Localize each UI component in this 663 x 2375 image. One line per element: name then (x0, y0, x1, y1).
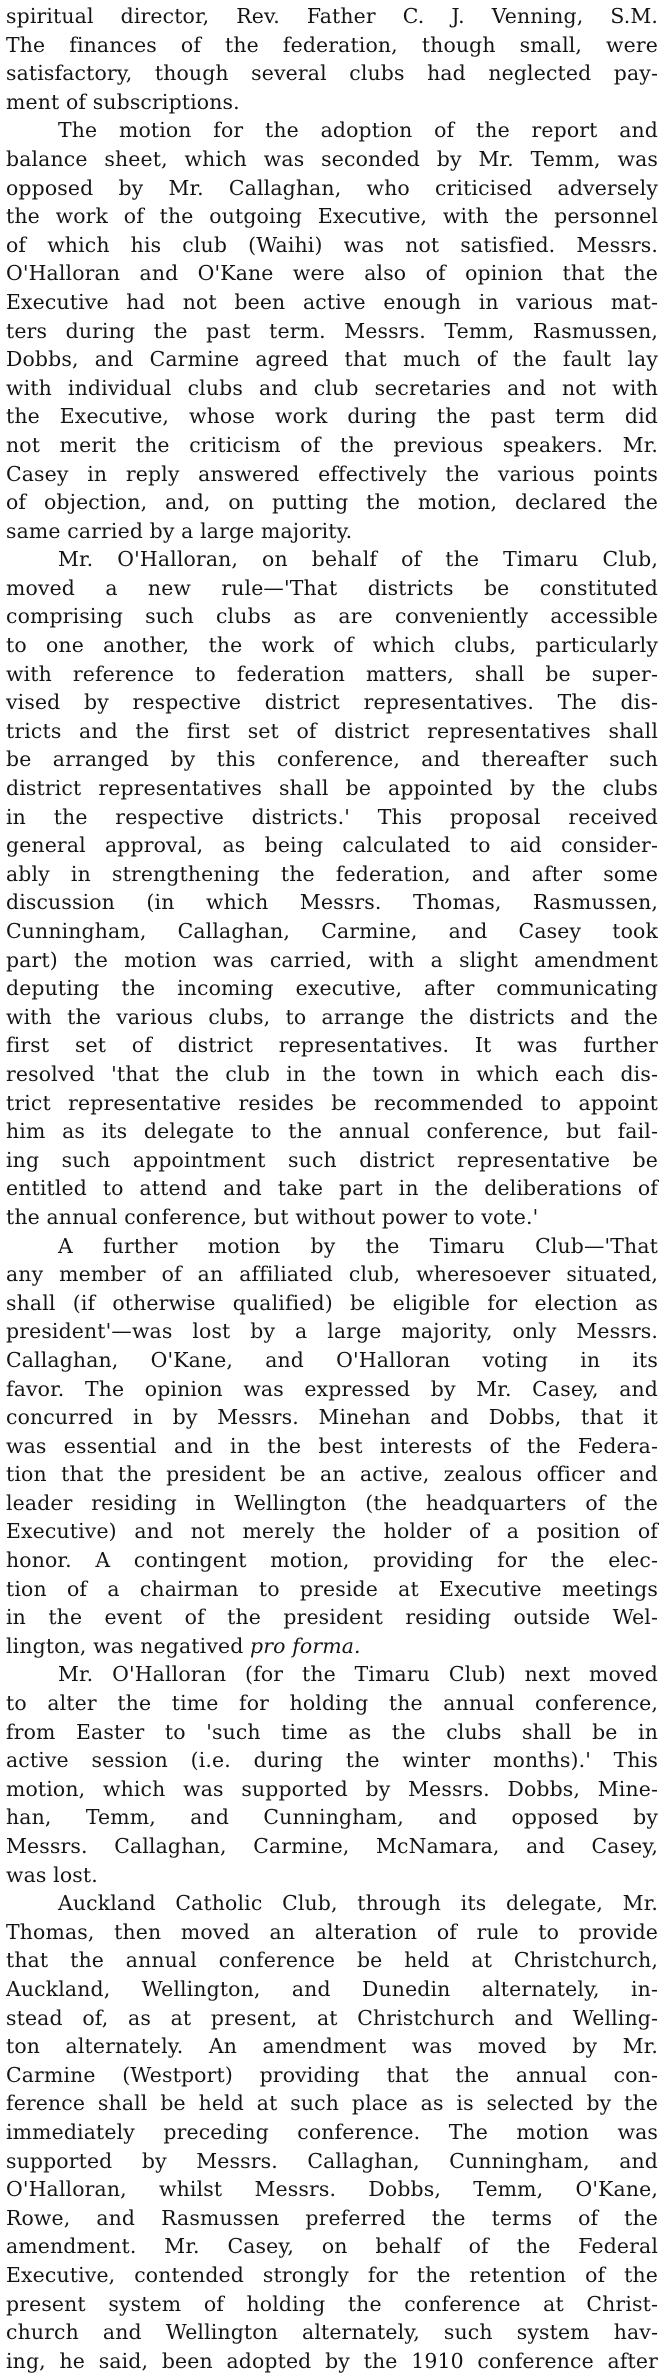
text-line: A further motion by the Timaru Club—'That (58, 1233, 658, 1258)
text-line: not merit the criticism of the previous speakers. Mr. (6, 432, 658, 457)
text-line: Executive, contended strongly for the retention of the (6, 2262, 658, 2287)
text-line: resolved 'that the club in the town in which each dis- (6, 1061, 658, 1086)
text-line: was essential and in the best interests of the Federa- (6, 1433, 658, 1458)
text-line: tricts and the first set of district representatives shall (6, 718, 658, 743)
text-line: Rowe, and Rasmussen preferred the terms of the (6, 2205, 658, 2230)
article-paragraph (6, 2, 658, 116)
text-line: of which his club (Waihi) was not satisfied. Messrs. (6, 232, 658, 257)
text-line: comprising such clubs as are conveniently accessible (6, 604, 658, 629)
text-line: discussion (in which Messrs. Thomas, Rasmussen, (6, 890, 658, 915)
text-line: Mr. O'Halloran, on behalf of the Timaru Club, (58, 547, 658, 572)
text-line: the annual conference, but without power to vote.' (6, 1204, 539, 1229)
text-line: district representatives shall be appointed by the clubs (6, 776, 658, 801)
text-line: was lost. (6, 1862, 98, 1887)
text-line: vised by respective district representatives. The dis- (6, 690, 658, 715)
article-paragraph (6, 1660, 658, 1889)
text-line: him as its delegate to the annual conference, but fail- (6, 1119, 658, 1144)
text-line: the Executive, whose work during the past term did (6, 404, 658, 429)
text-line: ment of subscriptions. (6, 89, 240, 114)
text-line: Thomas, then moved an alteration of rule to provide (6, 1919, 658, 1944)
text-line: active session (i.e. during the winter months).' This (6, 1748, 658, 1773)
article-paragraph (6, 545, 658, 1231)
text-line: ters during the past term. Messrs. Temm, Rasmussen, (6, 318, 658, 343)
text-line: that the annual conference be held at Christchurch, (6, 1948, 658, 1973)
text-line: favor. The opinion was expressed by Mr. Casey, and (6, 1376, 658, 1401)
text-line: any member of an affiliated club, wheresoever situated, (6, 1262, 658, 1287)
text-line: first set of district representatives. It was further (6, 1033, 658, 1058)
text-line: honor. A contingent motion, providing for the elec- (6, 1548, 658, 1573)
text-line: of objection, and, on putting the motion, declared the (6, 490, 658, 515)
text-line: O'Halloran, whilst Messrs. Dobbs, Temm, O'Kane, (6, 2177, 658, 2202)
text-line: opposed by Mr. Callaghan, who criticised adversely (6, 175, 658, 200)
text-line: ing, he said, been adopted by the 1910 conference after (6, 2348, 658, 2373)
text-line: ton alternately. An amendment was moved by Mr. (6, 2034, 658, 2059)
text-line: in the event of the president residing outside Wel- (6, 1605, 658, 1630)
text-line-italic: pro forma. (250, 1633, 361, 1658)
text-line: The motion for the adoption of the report and (58, 118, 658, 143)
text-line: Carmine (Westport) providing that the annual con- (6, 2062, 658, 2087)
text-line: moved a new rule—'That districts be constituted (6, 575, 658, 600)
article-paragraph (6, 116, 658, 545)
text-line: Callaghan, O'Kane, and O'Halloran voting in its (6, 1347, 658, 1372)
text-line: amendment. Mr. Casey, on behalf of the Federal (6, 2234, 658, 2259)
article-column (6, 2, 658, 2375)
text-line: ference shall be held at such place as is selected by the (6, 2091, 658, 2116)
text-line: in the respective districts.' This proposal received (6, 804, 658, 829)
text-line: trict representative resides be recommended to appoint (6, 1090, 658, 1115)
text-line: Messrs. Callaghan, Carmine, McNamara, and Casey, (6, 1834, 658, 1858)
text-line: Executive had not been active enough in various mat- (6, 289, 658, 314)
text-line: general approval, as being calculated to aid consider- (6, 833, 658, 858)
text-line: with individual clubs and club secretaries and not with (6, 375, 658, 400)
text-line: O'Halloran and O'Kane were also of opinion that the (6, 261, 658, 286)
text-line: The finances of the federation, though small, were (6, 32, 658, 57)
text-line: supported by Messrs. Callaghan, Cunningham, and (6, 2148, 658, 2173)
text-line: Cunningham, Callaghan, Carmine, and Casey took (6, 919, 658, 943)
text-line: tion that the president be an active, zealous officer and (6, 1462, 658, 1487)
text-line: ing such appointment such district representative be (6, 1147, 658, 1172)
text-line: the work of the outgoing Executive, with the personnel (6, 204, 658, 229)
text-line: stead of, as at present, at Christchurch and Welling- (6, 2005, 658, 2030)
text-line: with reference to federation matters, shall be super- (6, 661, 658, 686)
text-line: Executive) and not merely the holder of a position of (6, 1519, 658, 1544)
text-line: Auckland, Wellington, and Dunedin alternately, in- (6, 1976, 658, 2001)
text-line: Mr. O'Halloran (for the Timaru Club) next moved (58, 1662, 658, 1687)
text-line: satisfactory, though several clubs had neglected pay- (6, 61, 658, 86)
text-line: spiritual director, Rev. Father C. J. Venning, S.M. (6, 4, 658, 28)
text-line: deputing the incoming executive, after communicating (6, 976, 658, 1001)
text-line: leader residing in Wellington (the headquarters of the (6, 1490, 658, 1515)
text-line (6, 1632, 658, 1661)
text-line: Auckland Catholic Club, through its delegate, Mr. (58, 1891, 658, 1916)
text-line: present system of holding the conference at Christ- (6, 2291, 658, 2316)
text-line: entitled to attend and take part in the deliberations of (6, 1176, 658, 1201)
text-line: same carried by a large majority. (6, 518, 353, 543)
text-line: to alter the time for holding the annual conference, (6, 1691, 658, 1716)
text-line: from Easter to 'such time as the clubs shall be in (6, 1719, 658, 1744)
article-paragraph (6, 1889, 658, 2375)
text-line: concurred in by Messrs. Minehan and Dobbs, that it (6, 1405, 658, 1430)
text-line-roman: lington, was negatived (6, 1633, 251, 1658)
text-line: part) the motion was carried, with a slight amendment (6, 947, 658, 972)
text-line: tion of a chairman to preside at Executive meetings (6, 1576, 658, 1601)
text-line: president'—was lost by a large majority, only Messrs. (6, 1319, 658, 1344)
text-line: ably in strengthening the federation, and after some (6, 861, 658, 886)
article-paragraph (6, 1232, 658, 1661)
text-line: Dobbs, and Carmine agreed that much of the fault lay (6, 347, 658, 372)
text-line: han, Temm, and Cunningham, and opposed by (6, 1805, 658, 1830)
text-line: shall (if otherwise qualified) be eligible for election as (6, 1290, 658, 1315)
text-line: church and Wellington alternately, such system hav- (6, 2320, 658, 2345)
text-line: immediately preceding conference. The motion was (6, 2119, 658, 2144)
text-line: motion, which was supported by Messrs. Dobbs, Mine- (6, 1776, 658, 1801)
text-line: with the various clubs, to arrange the districts and the (6, 1004, 658, 1029)
text-line: balance sheet, which was seconded by Mr. Temm, was (6, 146, 658, 171)
text-line: be arranged by this conference, and thereafter such (6, 747, 658, 772)
text-line: Casey in reply answered effectively the various points (6, 461, 658, 486)
text-line: to one another, the work of which clubs, particularly (6, 633, 658, 658)
